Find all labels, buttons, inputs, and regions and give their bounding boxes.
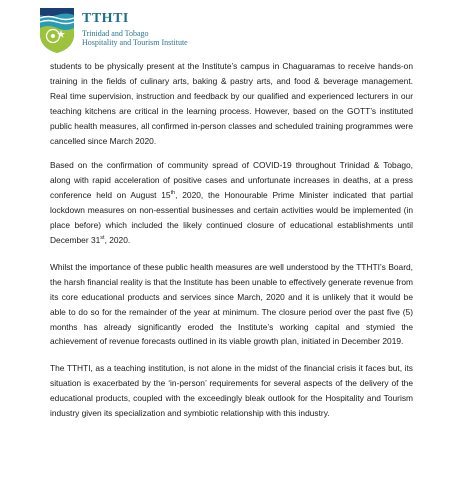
organization-full-name-line1: Trinidad and Tobago xyxy=(82,29,149,38)
ordinal-suffix-th: th xyxy=(170,190,176,197)
organization-short-name: TTHTI xyxy=(82,11,129,26)
paragraph-2 xyxy=(50,158,413,247)
paragraph-4: The TTHTI, as a teaching institution, is not alone in the midst of the financial crisis it faces but, its situation is exacerbated by the ‘in-person’ requirements for several aspects of the delivery of the educational products, coupled with the exceedingly bleak outlook for the Hospitality and Tourism industry given its specialization and symbiotic relationship with this industry. xyxy=(50,363,413,419)
paragraph-2-part-3: , 2020. xyxy=(104,234,131,245)
ordinal-suffix-st: st xyxy=(100,235,105,242)
organization-name xyxy=(82,6,188,47)
paragraph-2-part-2: , 2020, the Honourable Prime Minister indicated that partial lockdown measures on non-essential businesses and certain activities would be implemented (in place before) which included the likely continued closure of educational establishments until December 31 xyxy=(50,190,413,245)
letterhead xyxy=(38,6,188,54)
paragraph-2-part-1: Based on the confirmation of community spread of COVID-19 throughout Trinidad & Tobago, along with rapid acceleration of positive cases and unfortunate increases in deaths, at a press conference held on August 15 xyxy=(50,160,413,201)
organization-full-name-line2: Hospitality and Tourism Institute xyxy=(82,38,188,47)
tthti-crest-icon xyxy=(38,6,76,54)
document-body xyxy=(50,59,413,433)
paragraph-1: students to be physically present at the Institute’s campus in Chaguaramas to receive hands-on training in the fields of culinary arts, baking & pastry arts, and food & beverage management. Real time supervision, instruction and feedback by our qualified and experienced lecturers in our teaching kitchens are critical in the learning process. However, based on the GOTT’s instituted public health measures, all confirmed in-person classes and scheduled training programmes were cancelled since March 2020. xyxy=(50,61,413,146)
paragraph-3: Whilst the importance of these public health measures are well understood by the TTHTI’s Board, the harsh financial reality is that the Institute has been unable to effectively generate revenue from its core educational products and services since March, 2020 and it is unlikely that it would be able to do so for the remainder of the year at minimum. The closure period over the past five (5) months has already significantly eroded the Institute’s working capital and stymied the achievement of revenue forecasts outlined in its viable growth plan, initiated in December 2019. xyxy=(50,261,413,347)
